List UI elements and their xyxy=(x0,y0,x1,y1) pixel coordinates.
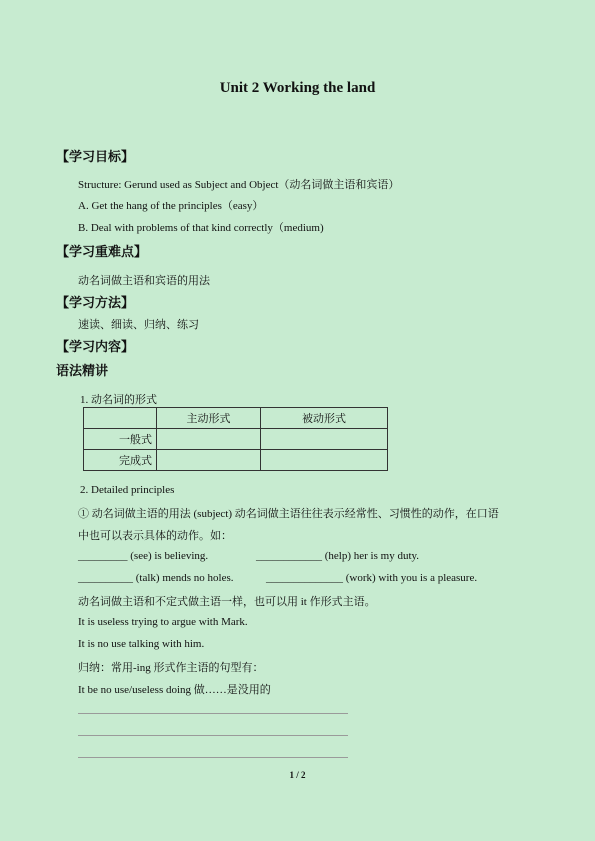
part2-intro-line1: ① 动名词做主语的用法 (subject) 动名词做主语往往表示经常性、习惯性的动作，在口语 xyxy=(78,508,499,520)
sentence-1: It is useless trying to argue with Mark. xyxy=(78,616,248,628)
gerund-forms-table xyxy=(83,407,388,471)
exercise-1b: ____________ (help) her is my duty. xyxy=(256,550,420,562)
part2-intro-line2: 中也可以表示具体的动作。如： xyxy=(78,530,232,542)
methods-text: 速读、细读、归纳、练习 xyxy=(78,319,199,331)
summary-text: 归纳：常用-ing 形式作主语的句型有： xyxy=(78,662,264,674)
exercise-1a: _________ (see) is believing. xyxy=(78,550,209,562)
grammar-heading: 语法精讲 xyxy=(56,364,109,379)
note-formal-subject: 动名词做主语和不定式做主语一样，也可以用 it 作形式主语。 xyxy=(78,596,376,608)
table-row xyxy=(84,408,388,429)
table-cell xyxy=(84,408,157,429)
answer-line xyxy=(78,713,348,714)
exercise-2a: __________ (talk) mends no holes. xyxy=(78,572,234,584)
table-header-passive: 被动形式 xyxy=(261,408,388,429)
objective-b: B. Deal with problems of that kind correctly（medium) xyxy=(78,222,324,234)
row-label-simple: 一般式 xyxy=(84,429,157,450)
section-content: 【学习内容】 xyxy=(56,340,135,355)
table-header-active: 主动形式 xyxy=(157,408,261,429)
answer-line xyxy=(78,735,348,736)
table-row xyxy=(84,429,388,450)
section-key-points: 【学习重难点】 xyxy=(56,245,148,260)
page-title: Unit 2 Working the land xyxy=(219,80,376,96)
objective-structure: Structure: Gerund used as Subject and Object（动名词做主语和宾语） xyxy=(78,179,400,191)
exercise-2b: ______________ (work) with you is a pleasure. xyxy=(266,572,478,584)
row-label-perfect: 完成式 xyxy=(84,450,157,471)
section-methods: 【学习方法】 xyxy=(56,296,135,311)
sentence-2: It is no use talking with him. xyxy=(78,638,205,650)
table-row xyxy=(84,450,388,471)
part1-heading: 1. 动名词的形式 xyxy=(80,394,157,406)
pattern-text: It be no use/useless doing 做……是没用的 xyxy=(78,684,271,696)
key-points-text: 动名词做主语和宾语的用法 xyxy=(78,275,210,287)
table-cell xyxy=(261,450,388,471)
section-objectives: 【学习目标】 xyxy=(56,150,135,165)
table-cell xyxy=(261,429,388,450)
answer-line xyxy=(78,757,348,758)
page-number: 1 / 2 xyxy=(289,770,306,780)
table-cell xyxy=(157,429,261,450)
part2-heading: 2. Detailed principles xyxy=(80,484,175,496)
objective-a: A. Get the hang of the principles（easy） xyxy=(78,200,264,212)
table-cell xyxy=(157,450,261,471)
